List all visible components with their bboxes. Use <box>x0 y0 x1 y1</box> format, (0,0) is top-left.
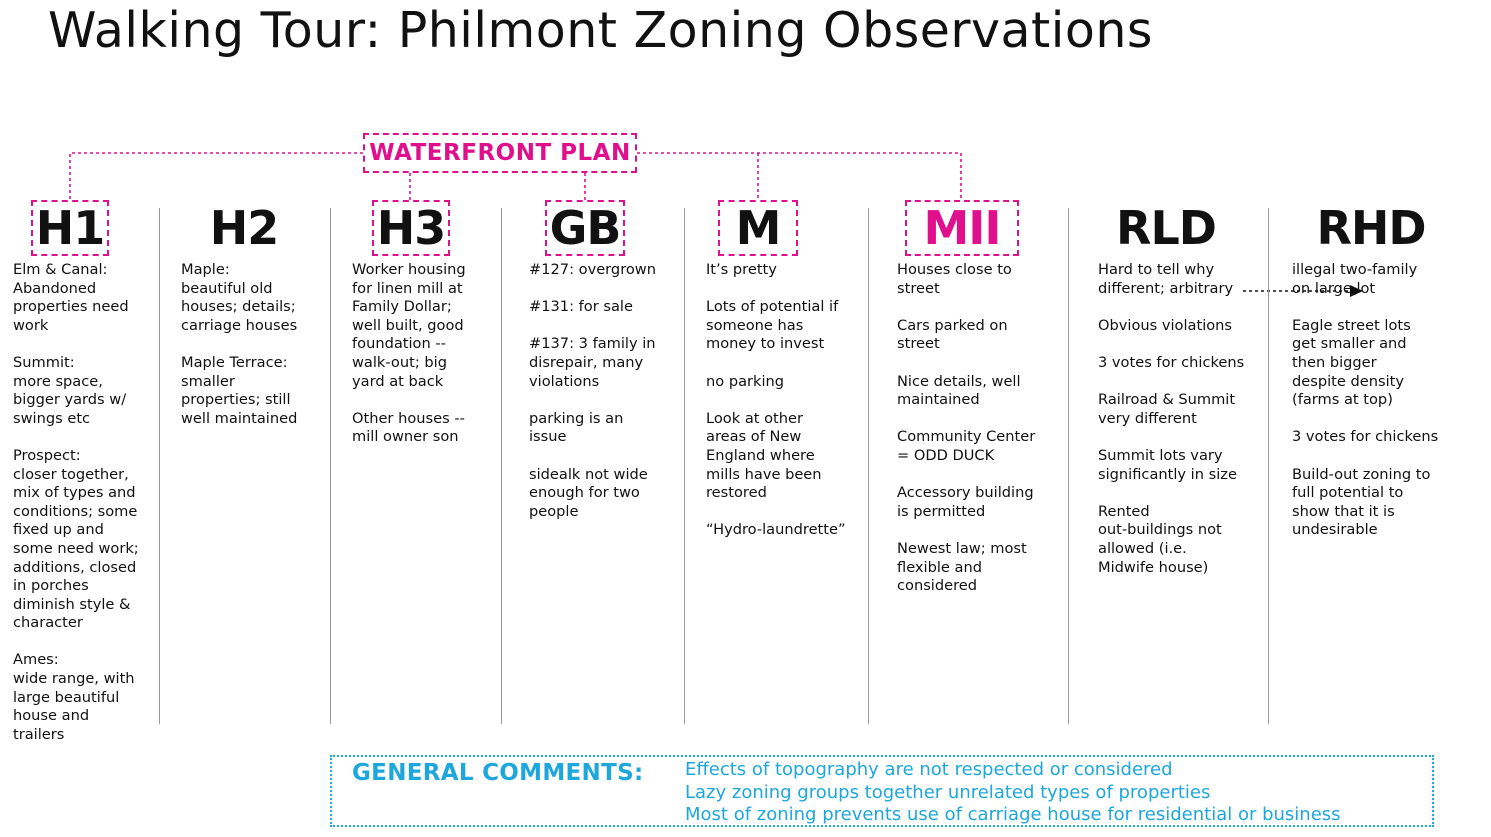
zone-notes-mii <box>897 261 1067 596</box>
zone-code-m: M <box>718 200 798 256</box>
column-divider <box>1268 208 1269 724</box>
notes-text: Maple: beautiful old houses; details; carriage houses Maple Terrace: smaller properties; still well maintained <box>181 261 298 427</box>
zone-code-rhd: RHD <box>1316 201 1426 255</box>
column-divider <box>684 208 685 724</box>
notes-text: Hard to tell why different; arbitrary Obvious violations 3 votes for chickens Railroad & Summit very different Summit lots vary significantly in size Rented out-buildings not allowed (i.e. Midwife house) <box>1098 261 1245 576</box>
zone-notes-h2 <box>181 261 329 428</box>
general-comment: Effects of topography are not respected or considered <box>685 759 1173 780</box>
notes-text: Elm & Canal: Abandoned properties need work Summit: more space, bigger yards w/ swings etc Prospect: closer together, mix of types and conditions; some fixed up and some need work; additions, closed in porches diminish style & character Ames: wide range, with large beautiful house and trailers <box>13 261 139 743</box>
zone-code-rld: RLD <box>1116 201 1216 255</box>
notes-text: #127: overgrown #131: for sale #137: 3 family in disrepair, many violations parking is an issue sidealk not wide enough for two people <box>529 261 656 520</box>
zone-notes-h1 <box>13 261 158 744</box>
zone-code-h1: H1 <box>31 200 109 256</box>
column-divider <box>501 208 502 724</box>
zone-code-h3: H3 <box>372 200 450 256</box>
zone-notes-rld <box>1098 261 1266 577</box>
zone-code-mii: MII <box>905 200 1019 256</box>
notes-text: illegal two-family on large lot Eagle street lots get smaller and then bigger despite density (farms at top) 3 votes for chickens Build-out zoning to full potential to show that it is undesirable <box>1292 261 1439 539</box>
zone-notes-rhd <box>1292 261 1467 540</box>
zone-code-h2: H2 <box>209 201 279 255</box>
connector-left <box>70 153 363 200</box>
general-comment: Most of zoning prevents use of carriage house for residential or business <box>685 804 1341 825</box>
general-comments-list <box>685 759 1341 827</box>
zone-notes-h3 <box>352 261 500 447</box>
zone-code-gb: GB <box>545 200 625 256</box>
notes-text: Worker housing for linen mill at Family Dollar; well built, good foundation -- walk-out; big yard at back Other houses -- mill owner son <box>352 261 466 446</box>
general-comments-label: GENERAL COMMENTS: <box>352 760 644 786</box>
zone-notes-gb <box>529 261 683 521</box>
column-divider <box>330 208 331 724</box>
column-divider <box>1068 208 1069 724</box>
waterfront-plan-label: WATERFRONT PLAN <box>363 133 637 173</box>
page-title: Walking Tour: Philmont Zoning Observations <box>48 2 1153 59</box>
column-divider <box>868 208 869 724</box>
general-comment: Lazy zoning groups together unrelated types of properties <box>685 781 1211 803</box>
column-divider <box>159 208 160 724</box>
notes-text: It’s pretty Lots of potential if someone has money to invest no parking Look at other areas of New England where mills have been restored “Hydro-laundrette” <box>706 261 846 539</box>
notes-text: Houses close to street Cars parked on street Nice details, well maintained Community Center = ODD DUCK Accessory building is permitted Newest law; most flexible and considered <box>897 261 1036 595</box>
zone-notes-m <box>706 261 866 540</box>
connector-right <box>637 153 961 200</box>
